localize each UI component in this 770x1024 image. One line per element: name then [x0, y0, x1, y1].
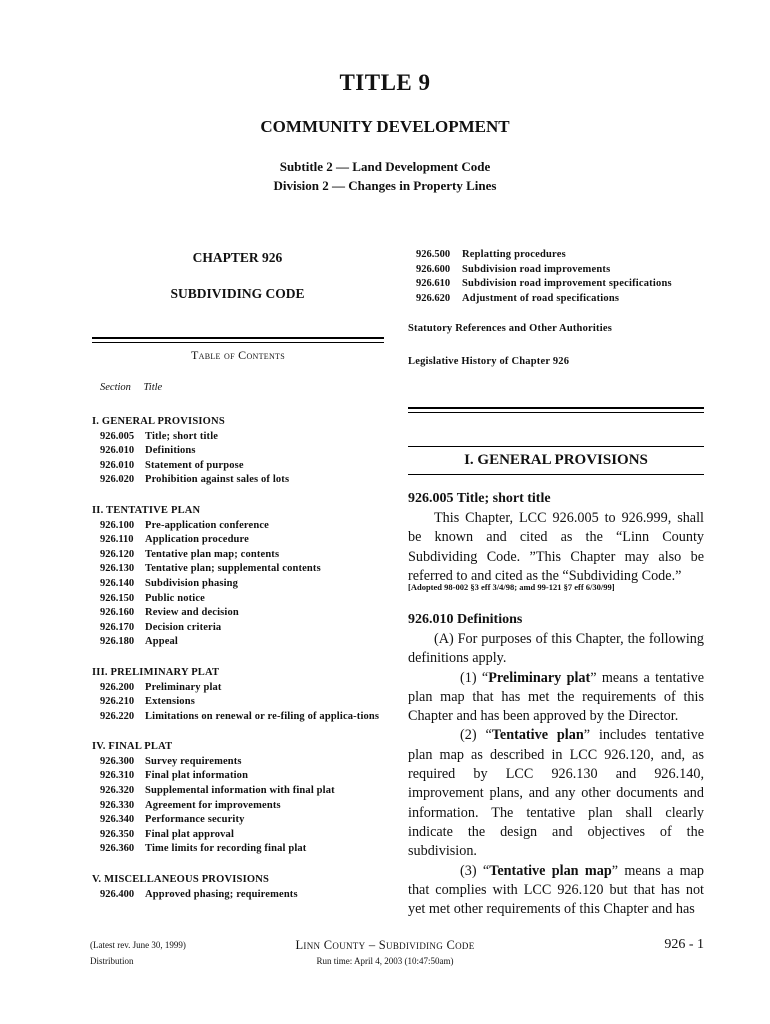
- toc-group-heading: I. GENERAL PROVISIONS: [92, 416, 225, 427]
- def-text: ” includes tentative plan map as described in LCC 926.120, and, as required by LCC 926.130 and 926.140, improvement plans, and any other documents and information. The tentative plan shall clearly indicate the design and objectives of the subdivision.: [408, 727, 704, 860]
- toc-entry: [92, 459, 392, 474]
- toc-entry-title: Pre-application conference: [145, 519, 269, 531]
- toc-entry-title: Review and decision: [145, 607, 239, 619]
- toc-entry: [92, 888, 392, 903]
- def-text: ” means a tentative plan map that has met the requirements of this Chapter and has been approved by the Director.: [408, 669, 704, 725]
- toc-entry-title: Title; short title: [145, 430, 219, 442]
- toc-entry-number: 926.330: [100, 799, 135, 811]
- toc-entry-title: Limitations on renewal or re-filing of applica-tions: [145, 710, 380, 722]
- toc-entry-title: Tentative plan; supplemental contents: [145, 563, 321, 575]
- title-subtitle: COMMUNITY DEVELOPMENT: [260, 117, 510, 136]
- divider-top-thin: [92, 342, 384, 343]
- toc-entry-number: 926.200: [100, 681, 135, 693]
- section-body-926-005: [408, 509, 704, 586]
- toc-entry-title: Decision criteria: [145, 621, 222, 633]
- toc-entry-number: 926.620: [416, 292, 451, 304]
- toc-entry: [416, 263, 716, 278]
- toc-entry-number: 926.500: [416, 249, 451, 260]
- divider-top: [92, 337, 384, 339]
- toc-entry-title: Subdivision road improvement specifications: [462, 278, 672, 290]
- toc-entry-number: 926.340: [100, 814, 135, 826]
- subtitle-line-2: Division 2 — Changes in Property Lines: [273, 178, 497, 193]
- toc-entry-number: 926.220: [100, 710, 135, 722]
- toc-entry-title: Extensions: [145, 696, 195, 708]
- toc-entry-number: 926.140: [100, 577, 135, 589]
- toc-entry: [92, 710, 392, 725]
- toc-entry: [416, 248, 716, 263]
- toc-entry: [92, 695, 392, 710]
- toc-entry: [92, 444, 392, 459]
- toc-entry: [92, 813, 392, 828]
- def-term: Preliminary plat: [488, 669, 591, 686]
- toc-entry-title: Definitions: [145, 445, 196, 457]
- toc-entry: [92, 842, 392, 857]
- footer-revision: (Latest rev. June 30, 1999): [90, 940, 186, 950]
- footer-title: Linn County – Subdividing Code: [295, 938, 475, 952]
- def-prefix: (2) “: [460, 727, 492, 744]
- toc-entry-number: 926.120: [100, 548, 135, 560]
- part-heading-rule-top: [408, 446, 704, 447]
- definition-preliminary-plat: [408, 669, 704, 727]
- toc-entry: [92, 430, 392, 445]
- toc-entry-title: Adjustment of road specifications: [462, 292, 620, 304]
- def-text: ” means a map that complies with LCC 926.120 but that has not yet met other requirements of this Chapter and has: [408, 862, 705, 918]
- toc-entry-title: Performance security: [145, 814, 245, 826]
- toc-entry: [92, 548, 392, 563]
- footer-page-number: 926 - 1: [664, 937, 704, 952]
- toc-entry-number: 926.400: [100, 888, 135, 900]
- toc-entry-title: Public notice: [145, 592, 205, 604]
- def-term: Tentative plan: [491, 727, 584, 744]
- toc-entry: [92, 755, 392, 770]
- toc-entry-number: 926.110: [100, 534, 134, 546]
- divider-right-thin: [408, 412, 704, 413]
- toc-entry-title: Supplemental information with final plat: [145, 785, 335, 797]
- toc-group: [92, 740, 392, 857]
- section-body-926-010: [408, 630, 704, 919]
- toc-entry-title: Final plat information: [145, 770, 249, 782]
- section-heading-926-010: 926.010 Definitions: [408, 612, 523, 627]
- toc-group-heading: IV. FINAL PLAT: [92, 741, 173, 753]
- definition-tentative-plan-map: [408, 862, 704, 920]
- toc-entry-title: Approved phasing; requirements: [145, 888, 298, 900]
- toc-entry-number: 926.010: [100, 459, 135, 471]
- part-heading-rule-bottom: [408, 474, 704, 475]
- toc-entry-number: 926.310: [100, 770, 135, 782]
- toc-entry-number: 926.210: [100, 696, 135, 708]
- toc-entry-title: Replatting procedures: [462, 249, 566, 260]
- toc-right-column: [416, 248, 716, 306]
- toc-entry: [92, 533, 392, 548]
- subtitle-division: [0, 157, 770, 195]
- toc-entry: [92, 769, 392, 784]
- toc-group-heading: V. MISCELLANEOUS PROVISIONS: [92, 874, 270, 886]
- toc-entry: [92, 799, 392, 814]
- toc-entry-title: Statement of purpose: [145, 459, 244, 471]
- toc-entry: [92, 519, 392, 534]
- statutory-references: Statutory References and Other Authorities: [408, 323, 612, 334]
- toc-entry-number: 926.610: [416, 278, 451, 290]
- toc-entry-number: 926.170: [100, 621, 135, 633]
- footer-distribution: Distribution: [90, 956, 134, 966]
- footer-run-time: Run time: April 4, 2003 (10:47:50am): [316, 956, 454, 966]
- toc-entry-title: Time limits for recording final plat: [145, 843, 307, 855]
- toc-entry: [416, 277, 716, 292]
- toc-entry: [92, 635, 392, 650]
- toc-entry-number: 926.160: [100, 607, 135, 619]
- toc-entry-number: 926.100: [100, 519, 135, 531]
- toc-entry-number: 926.360: [100, 843, 135, 855]
- toc-entry-title: Prohibition against sales of lots: [145, 474, 290, 486]
- toc-entry-title: Application procedure: [145, 534, 249, 546]
- chapter-name: SUBDIVIDING CODE: [170, 286, 305, 301]
- toc-entry-number: 926.010: [100, 445, 135, 457]
- toc-entry: [92, 562, 392, 577]
- toc-entry-number: 926.350: [100, 828, 135, 840]
- toc-entry: [416, 292, 716, 307]
- toc-group: [92, 873, 392, 902]
- legislative-history: Legislative History of Chapter 926: [408, 356, 570, 367]
- def-prefix: (1) “: [460, 669, 489, 686]
- toc-entry-title: Preliminary plat: [145, 681, 222, 693]
- toc-entry-number: 926.600: [416, 263, 451, 275]
- page-title: TITLE 9: [339, 70, 431, 95]
- subtitle-line-1: Subtitle 2 — Land Development Code: [279, 159, 491, 174]
- toc-entry: [92, 621, 392, 636]
- toc-group: [92, 666, 392, 724]
- def-prefix: (3) “: [460, 862, 490, 879]
- def-term: Tentative plan map: [489, 862, 612, 879]
- toc-entry-number: 926.005: [100, 430, 135, 442]
- toc-entry-title: Agreement for improvements: [145, 799, 281, 811]
- toc-entry-title: Tentative plan map; contents: [145, 548, 280, 560]
- toc-column-headers: [100, 382, 172, 393]
- definitions-intro: (A) For purposes of this Chapter, the following definitions apply.: [408, 631, 704, 667]
- toc-col-section: Section: [100, 382, 131, 393]
- adoption-note: [Adopted 98-002 §3 eff 3/4/98; amd 99-121 §7 eff 6/30/99]: [408, 582, 615, 592]
- toc-col-title: Title: [143, 382, 163, 393]
- toc-group-heading: II. TENTATIVE PLAN: [92, 504, 201, 516]
- section-heading-926-005: 926.005 Title; short title: [408, 491, 551, 506]
- toc-entry-number: 926.320: [100, 785, 135, 797]
- toc-group: [92, 415, 392, 488]
- toc-entry: [92, 577, 392, 592]
- toc-entry: [92, 681, 392, 696]
- toc-entry-number: 926.180: [100, 636, 135, 648]
- toc-entry-title: Appeal: [145, 636, 178, 648]
- toc-entry-title: Survey requirements: [145, 755, 242, 767]
- toc-entry: [92, 473, 392, 488]
- part-heading: I. GENERAL PROVISIONS: [464, 452, 648, 468]
- toc-entry: [92, 606, 392, 621]
- toc-entry-title: Subdivision phasing: [145, 577, 239, 589]
- toc-group: [92, 504, 392, 650]
- toc-heading: Table of Contents: [191, 348, 285, 362]
- toc-entry-number: 926.150: [100, 592, 135, 604]
- definition-tentative-plan: [408, 726, 704, 861]
- toc-entry: [92, 784, 392, 799]
- toc-entry: [92, 828, 392, 843]
- toc-entry-title: Final plat approval: [145, 828, 235, 840]
- toc-entry-number: 926.020: [100, 474, 135, 486]
- toc-entry-title: Subdivision road improvements: [462, 263, 611, 275]
- toc-left-column: [92, 415, 392, 918]
- section-paragraph: This Chapter, LCC 926.005 to 926.999, shall be known and cited as the “Linn County Subdividing Code. ”This Chapter may also be referred to and cited as the “Subdividing Code.”: [408, 510, 704, 584]
- toc-entry-number: 926.300: [100, 755, 135, 767]
- toc-entry-number: 926.130: [100, 563, 135, 575]
- chapter-number: CHAPTER 926: [192, 250, 283, 265]
- toc-group-heading: III. PRELIMINARY PLAT: [92, 666, 220, 678]
- divider-right: [408, 407, 704, 409]
- toc-entry: [92, 592, 392, 607]
